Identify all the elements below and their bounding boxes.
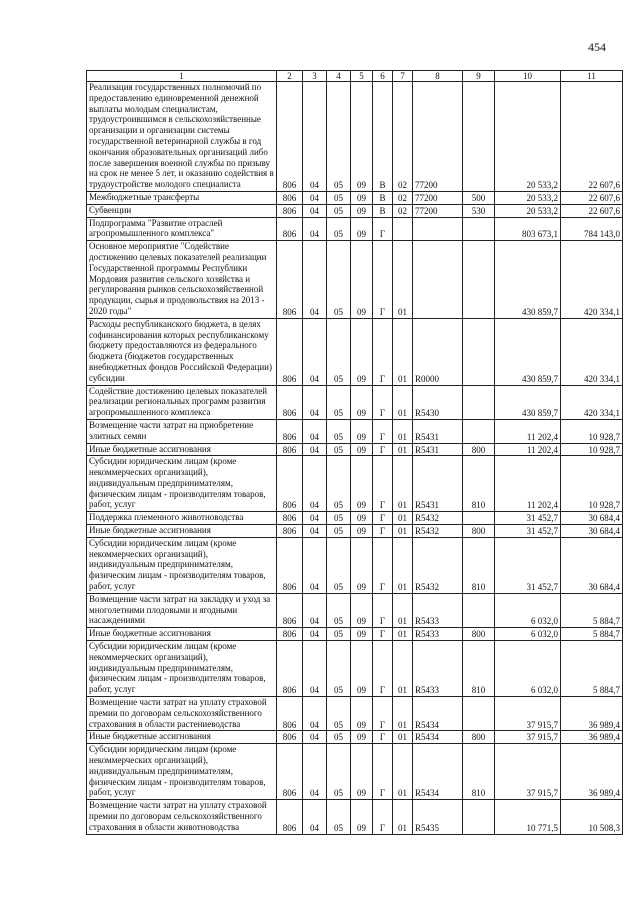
subprogram-cell: В [373, 204, 393, 217]
subprogram-cell: Г [373, 443, 393, 456]
amount-year2-cell: 5 884,7 [561, 641, 623, 697]
event-cell: 01 [393, 525, 413, 538]
event-cell: 01 [393, 318, 413, 385]
program-cell: 09 [351, 628, 373, 641]
expense-type-cell [463, 385, 495, 419]
program-cell: 09 [351, 537, 373, 593]
section-cell: 04 [303, 537, 327, 593]
section-cell: 04 [303, 217, 327, 241]
section-cell: 04 [303, 593, 327, 627]
code-cell: 806 [277, 217, 303, 241]
expense-type-cell: 800 [463, 731, 495, 744]
amount-year2-cell: 36 989,4 [561, 744, 623, 800]
subsection-cell: 05 [327, 800, 351, 834]
event-cell [393, 217, 413, 241]
table-row [87, 204, 623, 217]
program-cell: 09 [351, 443, 373, 456]
amount-year2-cell: 420 334,1 [561, 385, 623, 419]
row-name-cell: Реализация государственных полномочий по предоставлению единовременной денежной выплаты молодым специалистам, трудоустроившимся в сельскохозяйственные организации и организации системы государственной ветеринарной службы в год окончания образовательных организаций либо после завершения военной службы по призыву на срок не менее 5 лет, и оказанию содействия в трудоустройстве молодого специалиста [87, 82, 277, 192]
amount-year1-cell: 430 859,7 [495, 385, 561, 419]
subsection-cell: 05 [327, 204, 351, 217]
amount-year2-cell: 10 928,7 [561, 443, 623, 456]
code-cell: 806 [277, 82, 303, 192]
expense-type-cell [463, 419, 495, 443]
row-name-cell: Субсидии юридическим лицам (кроме некоммерческих организаций), индивидуальным предпринимателям, физическим лицам - производителям товаров, работ, услуг [87, 744, 277, 800]
subsection-cell: 05 [327, 82, 351, 192]
table-row [87, 697, 623, 731]
expense-type-cell: 800 [463, 628, 495, 641]
expense-type-cell: 810 [463, 537, 495, 593]
budget-table [86, 70, 623, 835]
row-name-cell: Иные бюджетные ассигнования [87, 443, 277, 456]
table-row [87, 800, 623, 834]
amount-year1-cell: 430 859,7 [495, 318, 561, 385]
subsection-cell: 05 [327, 217, 351, 241]
amount-year1-cell: 31 452,7 [495, 512, 561, 525]
subprogram-cell: Г [373, 318, 393, 385]
expense-code-cell: R5430 [413, 385, 463, 419]
table-row [87, 456, 623, 512]
code-cell: 806 [277, 443, 303, 456]
section-cell: 04 [303, 641, 327, 697]
column-header: 8 [413, 71, 463, 82]
section-cell: 04 [303, 628, 327, 641]
subsection-cell: 05 [327, 731, 351, 744]
expense-type-cell: 810 [463, 456, 495, 512]
subsection-cell: 05 [327, 318, 351, 385]
program-cell: 09 [351, 512, 373, 525]
expense-code-cell: 77200 [413, 82, 463, 192]
expense-code-cell: R5434 [413, 697, 463, 731]
program-cell: 09 [351, 744, 373, 800]
column-header: 2 [277, 71, 303, 82]
table-row [87, 641, 623, 697]
expense-code-cell [413, 217, 463, 241]
code-cell: 806 [277, 318, 303, 385]
subprogram-cell: Г [373, 217, 393, 241]
event-cell: 01 [393, 800, 413, 834]
code-cell: 806 [277, 697, 303, 731]
table-row [87, 443, 623, 456]
column-header: 10 [495, 71, 561, 82]
subprogram-cell: Г [373, 628, 393, 641]
amount-year2-cell: 36 989,4 [561, 731, 623, 744]
subsection-cell: 05 [327, 593, 351, 627]
program-cell: 09 [351, 318, 373, 385]
row-name-cell: Субвенции [87, 204, 277, 217]
amount-year1-cell: 6 032,0 [495, 628, 561, 641]
expense-type-cell [463, 318, 495, 385]
expense-code-cell: 77200 [413, 191, 463, 204]
subsection-cell: 05 [327, 641, 351, 697]
section-cell: 04 [303, 318, 327, 385]
section-cell: 04 [303, 204, 327, 217]
expense-code-cell: R5434 [413, 744, 463, 800]
expense-code-cell: R5432 [413, 537, 463, 593]
event-cell: 01 [393, 697, 413, 731]
section-cell: 04 [303, 731, 327, 744]
row-name-cell: Субсидии юридическим лицам (кроме некоммерческих организаций), индивидуальным предпринимателям, физическим лицам - производителям товаров, работ, услуг [87, 641, 277, 697]
program-cell: 09 [351, 82, 373, 192]
code-cell: 806 [277, 385, 303, 419]
row-name-cell: Возмещение части затрат на уплату страховой премии по договорам сельскохозяйственного страхования в области растениеводства [87, 697, 277, 731]
program-cell: 09 [351, 456, 373, 512]
subprogram-cell: Г [373, 456, 393, 512]
expense-code-cell: R5431 [413, 456, 463, 512]
code-cell: 806 [277, 641, 303, 697]
event-cell: 01 [393, 537, 413, 593]
row-name-cell: Иные бюджетные ассигнования [87, 731, 277, 744]
row-name-cell: Подпрограмма "Развитие отраслей агропромышленного комплекса" [87, 217, 277, 241]
row-name-cell: Субсидии юридическим лицам (кроме некоммерческих организаций), индивидуальным предпринимателям, физическим лицам - производителям товаров, работ, услуг [87, 537, 277, 593]
section-cell: 04 [303, 512, 327, 525]
amount-year2-cell: 5 884,7 [561, 628, 623, 641]
amount-year2-cell: 22 607,6 [561, 82, 623, 192]
code-cell: 806 [277, 525, 303, 538]
amount-year1-cell: 6 032,0 [495, 593, 561, 627]
subprogram-cell: Г [373, 731, 393, 744]
expense-type-cell [463, 512, 495, 525]
subsection-cell: 05 [327, 537, 351, 593]
subprogram-cell: Г [373, 537, 393, 593]
amount-year1-cell: 20 533,2 [495, 191, 561, 204]
expense-code-cell: R5434 [413, 731, 463, 744]
table-row [87, 593, 623, 627]
event-cell: 01 [393, 419, 413, 443]
subsection-cell: 05 [327, 385, 351, 419]
table-row [87, 628, 623, 641]
amount-year1-cell: 10 771,5 [495, 800, 561, 834]
section-cell: 04 [303, 456, 327, 512]
amount-year1-cell: 20 533,2 [495, 204, 561, 217]
program-cell: 09 [351, 419, 373, 443]
event-cell: 01 [393, 241, 413, 319]
subprogram-cell: Г [373, 697, 393, 731]
code-cell: 806 [277, 204, 303, 217]
expense-code-cell: R5435 [413, 800, 463, 834]
expense-code-cell: R5431 [413, 443, 463, 456]
expense-code-cell: R5432 [413, 512, 463, 525]
program-cell: 09 [351, 191, 373, 204]
program-cell: 09 [351, 731, 373, 744]
expense-code-cell [413, 241, 463, 319]
subsection-cell: 05 [327, 191, 351, 204]
expense-type-cell: 810 [463, 744, 495, 800]
row-name-cell: Возмещение части затрат на приобретение элитных семян [87, 419, 277, 443]
program-cell: 09 [351, 697, 373, 731]
event-cell: 01 [393, 512, 413, 525]
table-row [87, 217, 623, 241]
row-name-cell: Межбюджетные трансферты [87, 191, 277, 204]
column-header: 5 [351, 71, 373, 82]
program-cell: 09 [351, 217, 373, 241]
subsection-cell: 05 [327, 241, 351, 319]
event-cell: 01 [393, 641, 413, 697]
table-row [87, 191, 623, 204]
subprogram-cell: Г [373, 385, 393, 419]
subsection-cell: 05 [327, 512, 351, 525]
subprogram-cell: Г [373, 641, 393, 697]
expense-code-cell: R5433 [413, 628, 463, 641]
section-cell: 04 [303, 525, 327, 538]
program-cell: 09 [351, 641, 373, 697]
section-cell: 04 [303, 800, 327, 834]
column-header: 7 [393, 71, 413, 82]
expense-code-cell: R5431 [413, 419, 463, 443]
code-cell: 806 [277, 456, 303, 512]
table-row [87, 744, 623, 800]
table-row [87, 525, 623, 538]
section-cell: 04 [303, 697, 327, 731]
column-header: 4 [327, 71, 351, 82]
expense-type-cell: 800 [463, 443, 495, 456]
section-cell: 04 [303, 744, 327, 800]
program-cell: 09 [351, 241, 373, 319]
row-name-cell: Возмещение части затрат на уплату страховой премии по договорам сельскохозяйственного страхования в области животноводства [87, 800, 277, 834]
amount-year2-cell: 10 928,7 [561, 419, 623, 443]
event-cell: 01 [393, 731, 413, 744]
subprogram-cell: Г [373, 744, 393, 800]
code-cell: 806 [277, 731, 303, 744]
row-name-cell: Иные бюджетные ассигнования [87, 525, 277, 538]
expense-code-cell: R5433 [413, 593, 463, 627]
expense-code-cell: R5432 [413, 525, 463, 538]
amount-year1-cell: 37 915,7 [495, 744, 561, 800]
expense-type-cell [463, 593, 495, 627]
table-row [87, 731, 623, 744]
section-cell: 04 [303, 385, 327, 419]
program-cell: 09 [351, 593, 373, 627]
section-cell: 04 [303, 419, 327, 443]
row-name-cell: Возмещение части затрат на закладку и уход за многолетними плодовыми и ягодными насаждениями [87, 593, 277, 627]
code-cell: 806 [277, 800, 303, 834]
subprogram-cell: Г [373, 525, 393, 538]
code-cell: 806 [277, 628, 303, 641]
event-cell: 01 [393, 385, 413, 419]
row-name-cell: Субсидии юридическим лицам (кроме некоммерческих организаций), индивидуальным предпринимателям, физическим лицам - производителям товаров, работ, услуг [87, 456, 277, 512]
expense-type-cell: 500 [463, 191, 495, 204]
amount-year1-cell: 430 859,7 [495, 241, 561, 319]
amount-year2-cell: 22 607,6 [561, 204, 623, 217]
row-name-cell: Иные бюджетные ассигнования [87, 628, 277, 641]
table-header-row [87, 71, 623, 82]
amount-year1-cell: 37 915,7 [495, 731, 561, 744]
section-cell: 04 [303, 443, 327, 456]
column-header: 1 [87, 71, 277, 82]
expense-type-cell [463, 697, 495, 731]
table-row [87, 419, 623, 443]
program-cell: 09 [351, 800, 373, 834]
expense-type-cell [463, 241, 495, 319]
amount-year1-cell: 11 202,4 [495, 456, 561, 512]
amount-year2-cell: 30 684,4 [561, 537, 623, 593]
amount-year2-cell: 30 684,4 [561, 525, 623, 538]
table-row [87, 512, 623, 525]
event-cell: 01 [393, 744, 413, 800]
table-row [87, 241, 623, 319]
code-cell: 806 [277, 512, 303, 525]
subprogram-cell: Г [373, 800, 393, 834]
amount-year1-cell: 20 533,2 [495, 82, 561, 192]
amount-year2-cell: 10 508,3 [561, 800, 623, 834]
event-cell: 01 [393, 443, 413, 456]
subsection-cell: 05 [327, 443, 351, 456]
expense-type-cell [463, 82, 495, 192]
subsection-cell: 05 [327, 744, 351, 800]
code-cell: 806 [277, 537, 303, 593]
code-cell: 806 [277, 744, 303, 800]
expense-code-cell: 77200 [413, 204, 463, 217]
amount-year2-cell: 5 884,7 [561, 593, 623, 627]
subprogram-cell: Г [373, 512, 393, 525]
row-name-cell: Содействие достижению целевых показателей реализации региональных программ развития агропромышленного комплекса [87, 385, 277, 419]
amount-year1-cell: 6 032,0 [495, 641, 561, 697]
subsection-cell: 05 [327, 456, 351, 512]
amount-year1-cell: 11 202,4 [495, 419, 561, 443]
amount-year1-cell: 37 915,7 [495, 697, 561, 731]
code-cell: 806 [277, 593, 303, 627]
amount-year1-cell: 31 452,7 [495, 537, 561, 593]
row-name-cell: Поддержка племенного животноводства [87, 512, 277, 525]
section-cell: 04 [303, 241, 327, 319]
row-name-cell: Основное мероприятие "Содействие достижению целевых показателей реализации Государственной программы Республики Мордовия развития сельского хозяйства и регулирования рынков сельскохозяйственной продукции, сырья и продовольствия на 2013 - 2020 годы" [87, 241, 277, 319]
program-cell: 09 [351, 525, 373, 538]
expense-type-cell: 800 [463, 525, 495, 538]
code-cell: 806 [277, 419, 303, 443]
subprogram-cell: Г [373, 419, 393, 443]
column-header: 11 [561, 71, 623, 82]
table-row [87, 385, 623, 419]
page-number: 454 [588, 40, 606, 54]
column-header: 6 [373, 71, 393, 82]
event-cell: 01 [393, 628, 413, 641]
table-row [87, 537, 623, 593]
event-cell: 02 [393, 191, 413, 204]
row-name-cell: Расходы республиканского бюджета, в целях софинансирования которых республиканскому бюджету предоставляются из федерального бюджета (бюджетов государственных внебюджетных фондов Российской Федерации) субсидии [87, 318, 277, 385]
amount-year2-cell: 420 334,1 [561, 318, 623, 385]
expense-type-cell [463, 217, 495, 241]
expense-type-cell [463, 800, 495, 834]
expense-code-cell: R0000 [413, 318, 463, 385]
expense-code-cell: R5433 [413, 641, 463, 697]
program-cell: 09 [351, 385, 373, 419]
subsection-cell: 05 [327, 419, 351, 443]
event-cell: 01 [393, 593, 413, 627]
column-header: 3 [303, 71, 327, 82]
section-cell: 04 [303, 82, 327, 192]
event-cell: 02 [393, 204, 413, 217]
column-header: 9 [463, 71, 495, 82]
subprogram-cell: В [373, 191, 393, 204]
expense-type-cell: 810 [463, 641, 495, 697]
subprogram-cell: Г [373, 241, 393, 319]
amount-year2-cell: 30 684,4 [561, 512, 623, 525]
amount-year2-cell: 22 607,6 [561, 191, 623, 204]
amount-year2-cell: 10 928,7 [561, 456, 623, 512]
table-row [87, 318, 623, 385]
expense-type-cell: 530 [463, 204, 495, 217]
amount-year1-cell: 803 673,1 [495, 217, 561, 241]
subprogram-cell: В [373, 82, 393, 192]
subsection-cell: 05 [327, 697, 351, 731]
subsection-cell: 05 [327, 525, 351, 538]
amount-year1-cell: 11 202,4 [495, 443, 561, 456]
amount-year1-cell: 31 452,7 [495, 525, 561, 538]
code-cell: 806 [277, 191, 303, 204]
code-cell: 806 [277, 241, 303, 319]
section-cell: 04 [303, 191, 327, 204]
program-cell: 09 [351, 204, 373, 217]
amount-year2-cell: 420 334,1 [561, 241, 623, 319]
event-cell: 01 [393, 456, 413, 512]
table-row [87, 82, 623, 192]
subprogram-cell: Г [373, 593, 393, 627]
amount-year2-cell: 36 989,4 [561, 697, 623, 731]
event-cell: 02 [393, 82, 413, 192]
subsection-cell: 05 [327, 628, 351, 641]
amount-year2-cell: 784 143,0 [561, 217, 623, 241]
